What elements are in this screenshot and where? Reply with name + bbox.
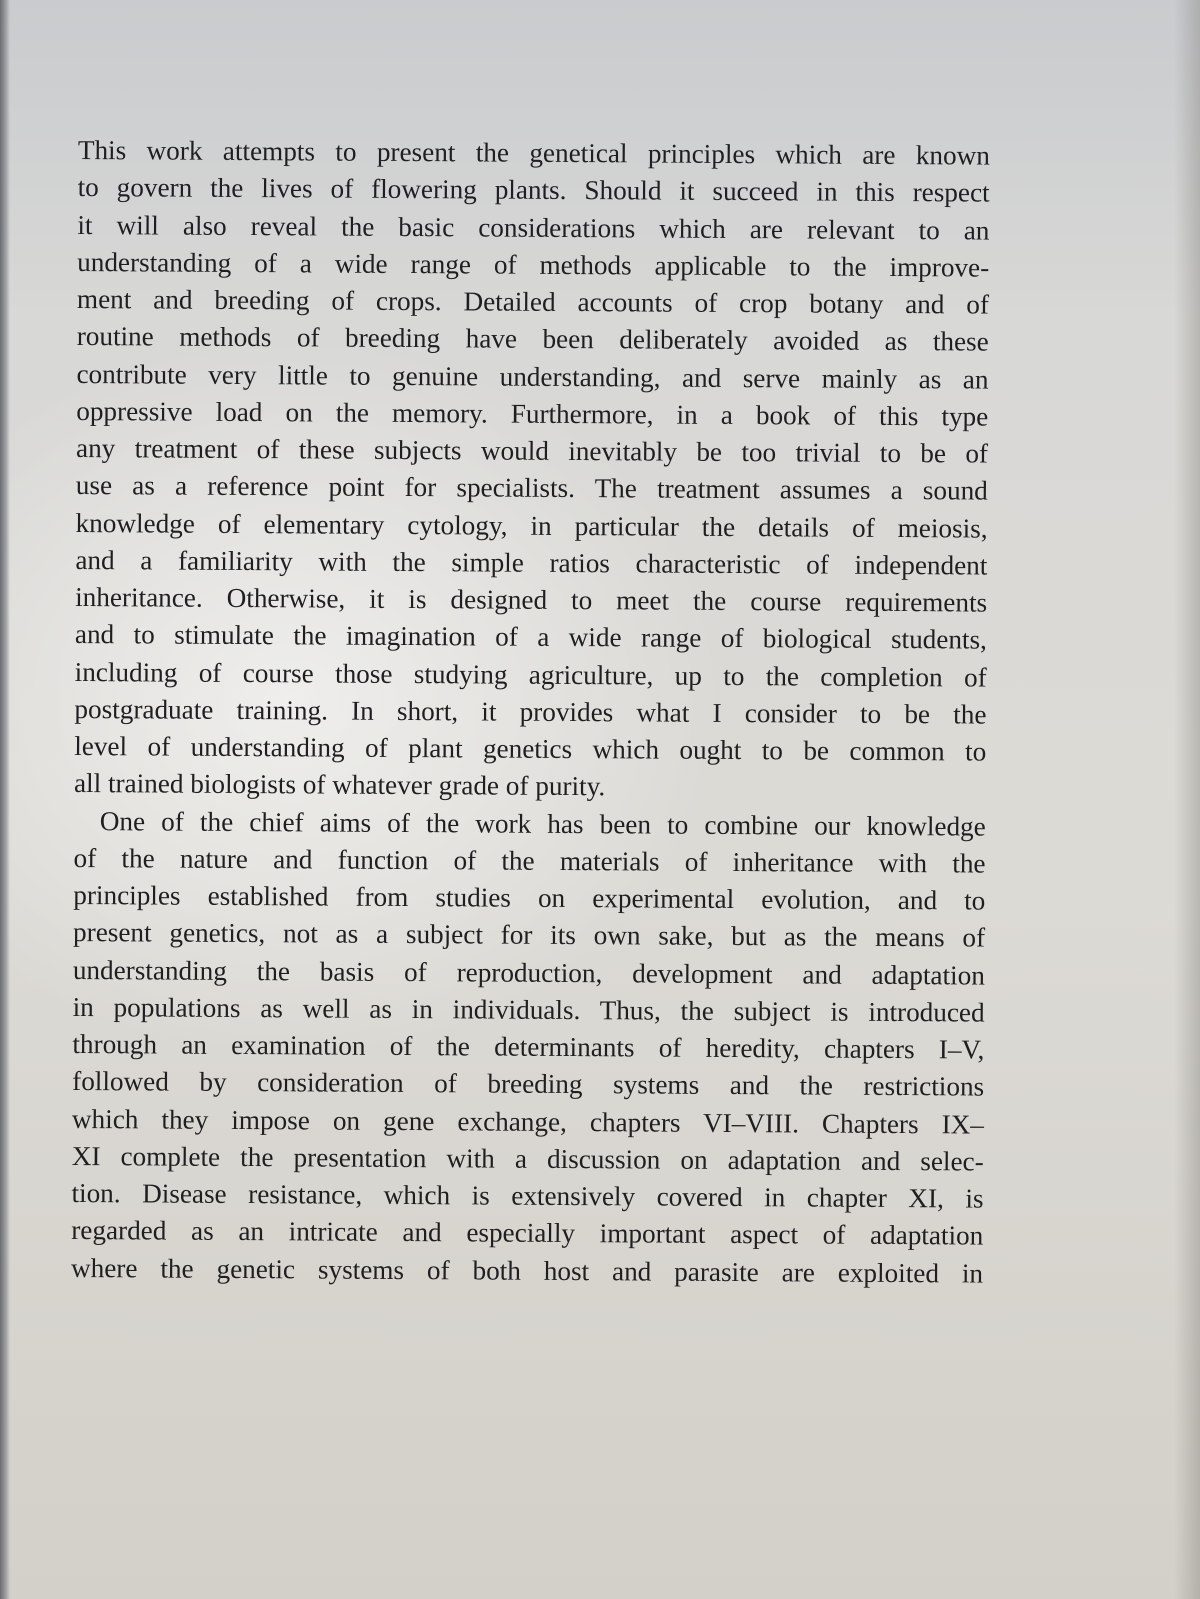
text-line: principles established from studies on experimental evolution, and to [73,879,986,916]
text-line: postgraduate training. In short, it provides what I consider to be the [74,693,987,730]
text-line: regarded as an intricate and especially important aspect of adaptation [71,1215,984,1251]
text-line: contribute very little to genuine understanding, and serve mainly as an [76,358,989,395]
text-line: present genetics, not as a subject for its own sake, but as the means of [73,917,986,953]
text-line: through an examination of the determinants of heredity, chapters I–V, [72,1028,985,1065]
paragraph-start-line: One of the chief aims of the work has been to combine our knowledge [99,805,986,842]
page-spine-shadow [0,0,10,1599]
text-line: routine methods of breeding have been deliberately avoided as these [76,321,989,357]
text-line: oppressive load on the memory. Furthermore, in a book of this type [76,395,989,432]
text-line: level of understanding of plant genetics which ought to be common to [74,730,987,767]
text-line: including of course those studying agriculture, up to the completion of [74,656,987,693]
text-line: This work attempts to present the genetical principles which are known [77,134,990,171]
text-line: of the nature and function of the materials of inheritance with the [73,842,986,879]
text-line: followed by consideration of breeding systems and the restrictions [72,1066,985,1102]
text-line: to govern the lives of flowering plants. Should it succeed in this respect [77,172,990,208]
page-edge-shadow [1174,0,1200,1599]
paragraph-end-line: all trained biologists of whatever grade of purity. [73,768,606,802]
text-line: XI complete the presentation with a discussion on adaptation and selec- [71,1140,984,1177]
text-line: any treatment of these subjects would inevitably be too trivial to be of [75,432,989,469]
text-line: it will also reveal the basic considerations which are relevant to an [77,209,990,246]
body-text [71,132,990,1292]
text-line: use as a reference point for specialists. The treatment assumes a sound [75,470,988,506]
text-line: understanding of a wide range of methods applicable to the improve- [77,246,990,283]
text-line: in populations as well as in individuals. Thus, the subject is introduced [72,991,985,1028]
text-line: tion. Disease resistance, which is extensively covered in chapter XI, is [71,1177,984,1214]
text-line: knowledge of elementary cytology, in particular the details of meiosis, [75,507,988,544]
text-line: where the genetic systems of both host and parasite are exploited in [70,1252,984,1289]
text-line: ment and breeding of crops. Detailed accounts of crop botany and of [76,283,990,320]
text-line: understanding the basis of reproduction, development and adaptation [72,954,985,991]
text-line: and a familiarity with the simple ratios characteristic of independent [75,544,988,581]
text-line: which they impose on gene exchange, chapters VI–VIII. Chapters IX– [71,1103,985,1140]
text-line: inheritance. Otherwise, it is designed to meet the course requirements [75,581,988,618]
text-line: and to stimulate the imagination of a wide range of biological students, [74,619,988,655]
